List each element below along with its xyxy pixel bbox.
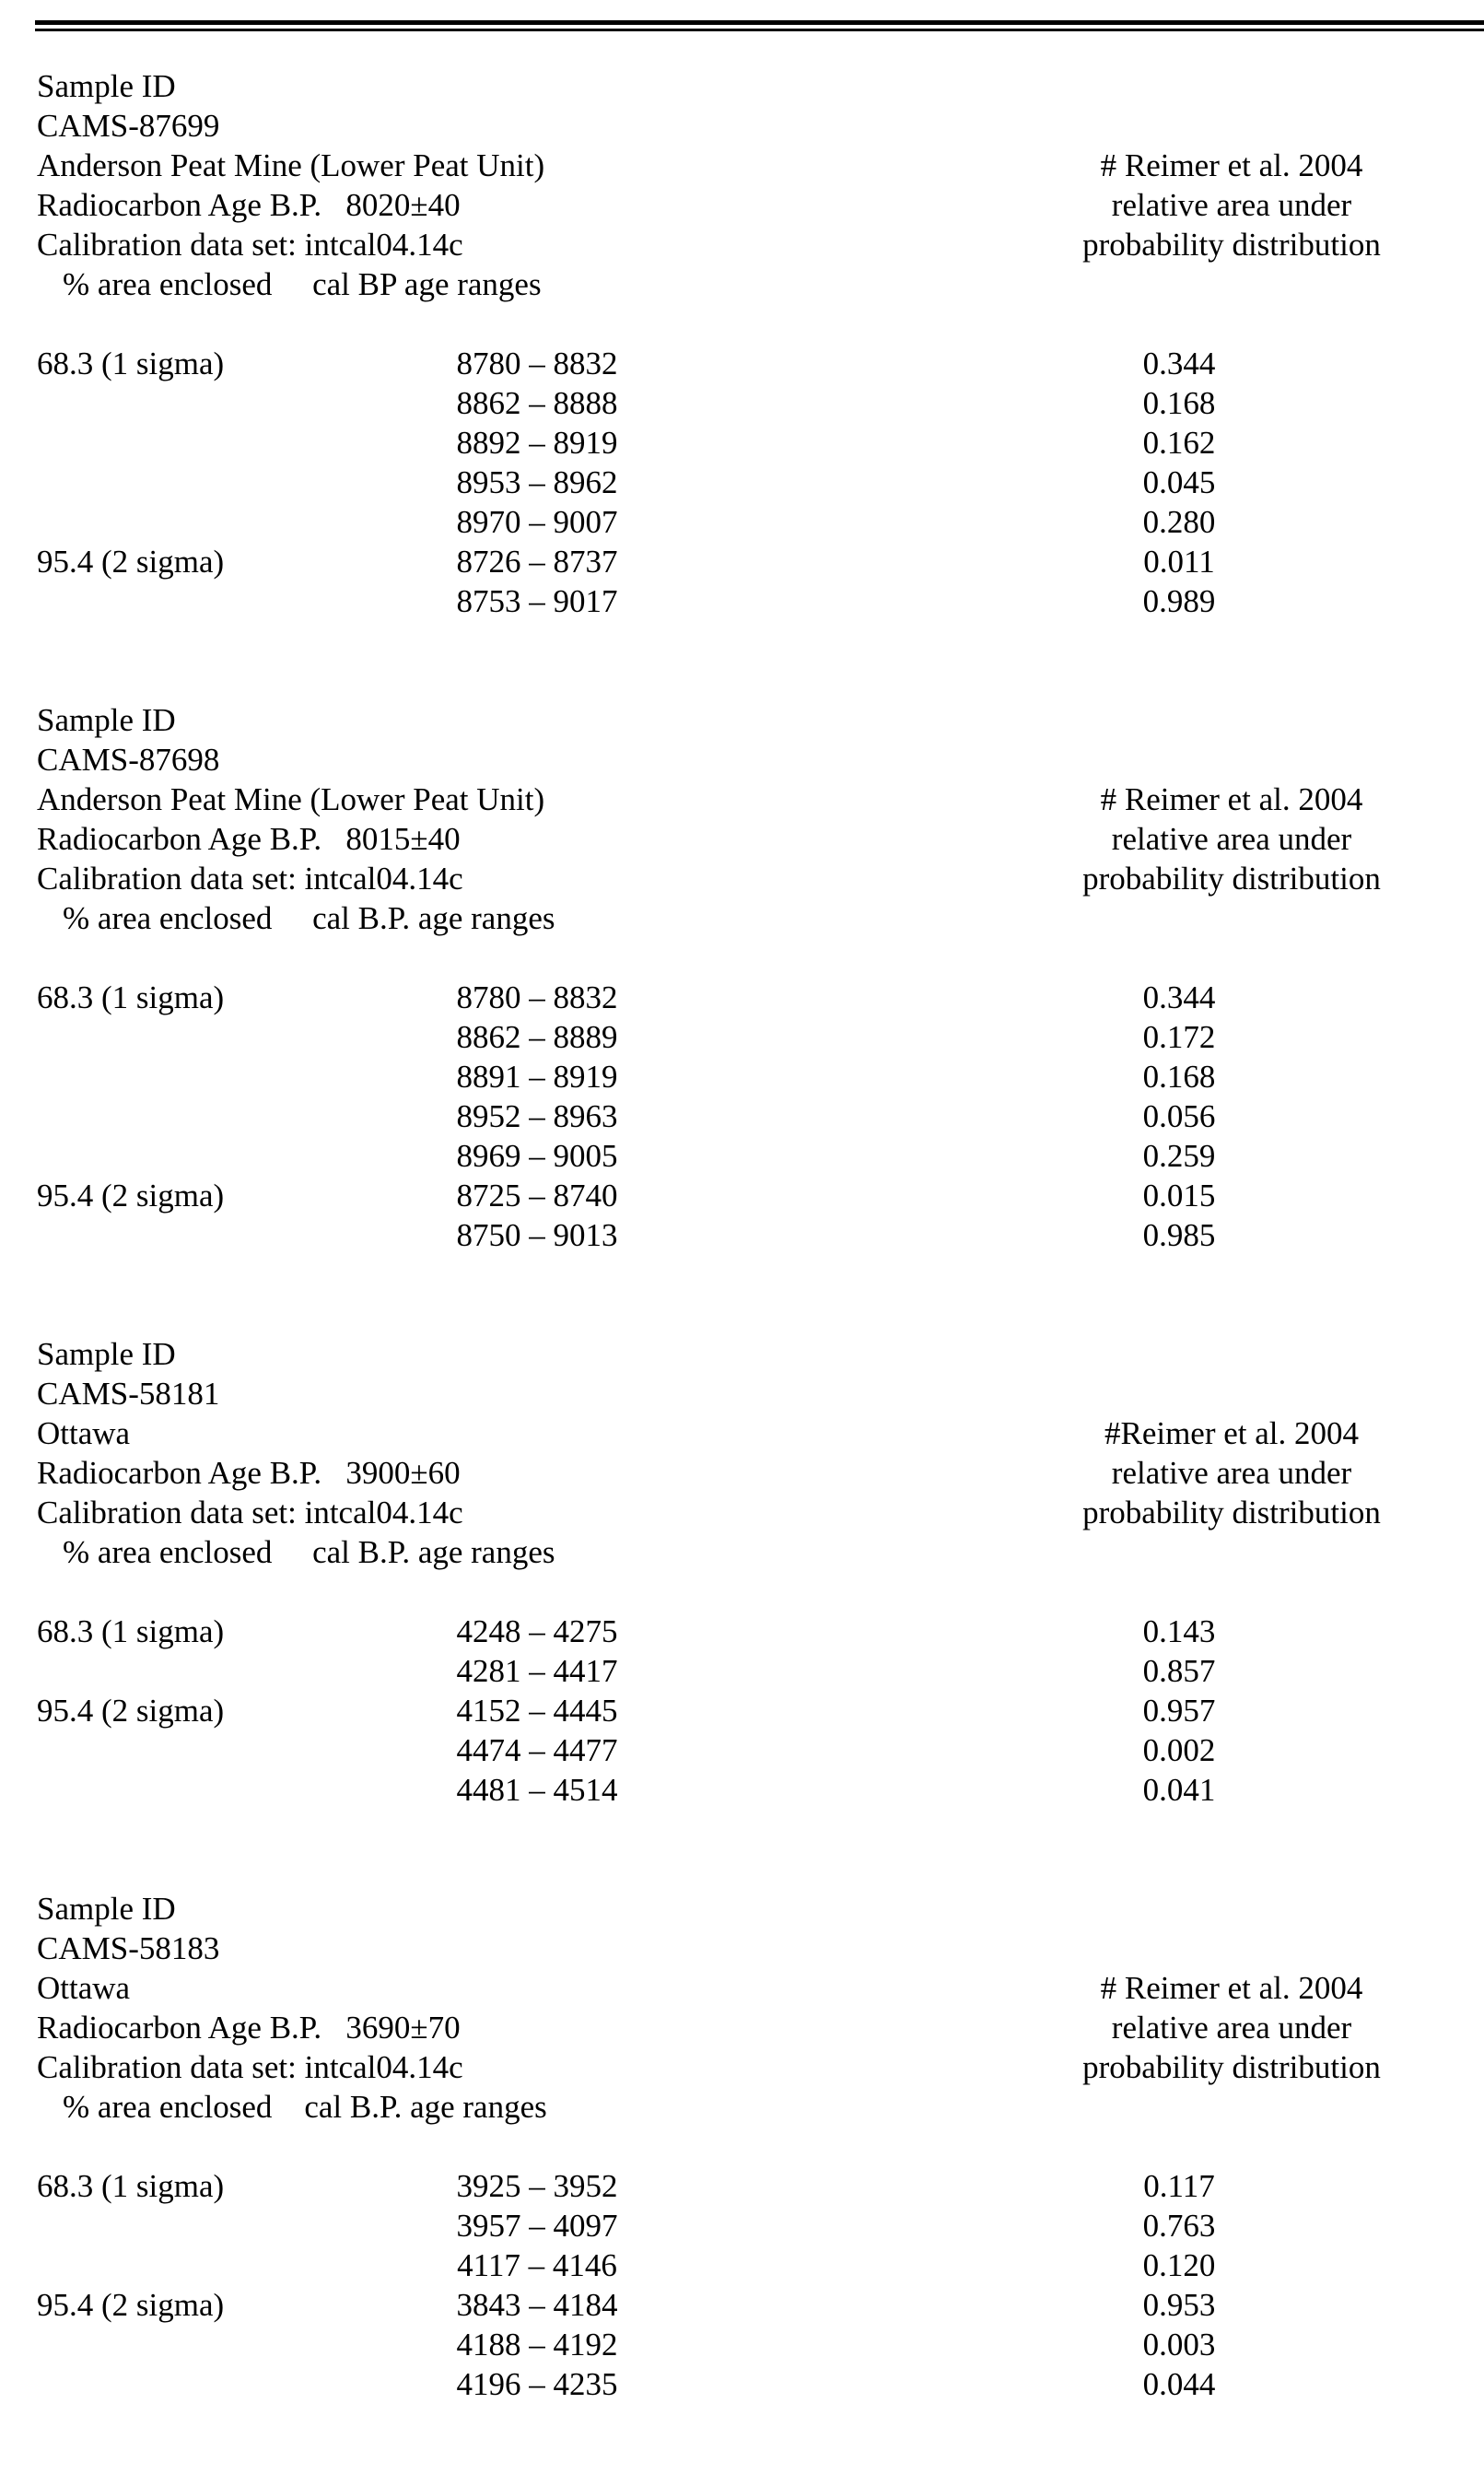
probability-value: 0.857 [1142, 1653, 1216, 1689]
probability-value: 0.056 [1142, 1098, 1216, 1134]
probability-value: 0.957 [1142, 1693, 1216, 1729]
sample-id-label: Sample ID [37, 702, 176, 738]
reference: # Reimer et al. 2004 [1100, 147, 1363, 183]
probability-value: 0.953 [1142, 2287, 1216, 2323]
calibration-data-set: Calibration data set: intcal04.14c [37, 2049, 463, 2085]
sample-block [0, 1334, 1484, 1887]
probability-value: 0.143 [1142, 1613, 1216, 1649]
sample-id-label: Sample ID [37, 1336, 176, 1372]
sigma-label: 95.4 (2 sigma) [37, 1178, 225, 1214]
age-range: 4152 – 4445 [456, 1693, 618, 1729]
top-double-rule [35, 20, 1484, 29]
radiocarbon-age: Radiocarbon Age B.P. 8015±40 [37, 821, 461, 857]
reference: # Reimer et al. 2004 [1100, 1970, 1363, 2006]
probability-value: 0.280 [1142, 504, 1216, 540]
age-range: 4281 – 4417 [456, 1653, 618, 1689]
age-range: 8726 – 8737 [456, 544, 618, 580]
probability-value: 0.162 [1142, 425, 1216, 461]
probability-value: 0.344 [1142, 346, 1216, 381]
sample-block [0, 66, 1484, 619]
age-range: 8780 – 8832 [456, 979, 618, 1015]
calibration-data-set: Calibration data set: intcal04.14c [37, 227, 463, 263]
sample-id: CAMS-58183 [37, 1930, 220, 1966]
reference: #Reimer et al. 2004 [1104, 1415, 1360, 1451]
age-range: 8970 – 9007 [456, 504, 618, 540]
sigma-label: 68.3 (1 sigma) [37, 979, 225, 1015]
probability-value: 0.168 [1142, 385, 1216, 421]
age-range: 8753 – 9017 [456, 583, 618, 619]
probability-value: 0.344 [1142, 979, 1216, 1015]
site-name: Anderson Peat Mine (Lower Peat Unit) [37, 781, 545, 817]
probability-value: 0.045 [1142, 464, 1216, 500]
age-range: 4117 – 4146 [457, 2247, 617, 2283]
probability-value: 0.015 [1142, 1178, 1216, 1214]
age-range: 8969 – 9005 [456, 1138, 618, 1174]
age-range: 8750 – 9013 [456, 1217, 618, 1253]
sample-id: CAMS-58181 [37, 1376, 220, 1412]
age-range: 8862 – 8889 [456, 1019, 618, 1055]
sigma-label: 95.4 (2 sigma) [37, 544, 225, 580]
probability-value: 0.044 [1142, 2366, 1216, 2402]
age-range: 8862 – 8888 [456, 385, 618, 421]
prob-header-line-2: probability distribution [1082, 2049, 1381, 2085]
probability-value: 0.763 [1142, 2208, 1216, 2244]
probability-value: 0.003 [1142, 2327, 1216, 2363]
site-name: Ottawa [37, 1415, 131, 1451]
age-range: 8953 – 8962 [456, 464, 618, 500]
age-range: 3843 – 4184 [456, 2287, 618, 2323]
age-range: 3957 – 4097 [456, 2208, 618, 2244]
radiocarbon-age: Radiocarbon Age B.P. 8020±40 [37, 187, 461, 223]
probability-value: 0.989 [1142, 583, 1216, 619]
age-range: 4481 – 4514 [456, 1772, 618, 1808]
probability-value: 0.120 [1142, 2247, 1216, 2283]
column-header: % area enclosed cal B.P. age ranges [63, 2089, 547, 2125]
age-range: 8725 – 8740 [456, 1178, 618, 1214]
prob-header-line-1: relative area under [1111, 1455, 1352, 1491]
age-range: 3925 – 3952 [456, 2168, 618, 2204]
sample-id-label: Sample ID [37, 1891, 176, 1927]
top-rule-thin [35, 29, 1484, 31]
age-range: 4474 – 4477 [456, 1732, 618, 1768]
sigma-label: 68.3 (1 sigma) [37, 346, 225, 381]
column-header: % area enclosed cal B.P. age ranges [63, 1534, 555, 1570]
prob-header-line-2: probability distribution [1082, 1495, 1381, 1530]
age-range: 4248 – 4275 [456, 1613, 618, 1649]
probability-value: 0.011 [1143, 544, 1215, 580]
column-header: % area enclosed cal B.P. age ranges [63, 900, 555, 936]
calibration-data-set: Calibration data set: intcal04.14c [37, 1495, 463, 1530]
probability-value: 0.985 [1142, 1217, 1216, 1253]
sigma-label: 68.3 (1 sigma) [37, 2168, 225, 2204]
radiocarbon-age: Radiocarbon Age B.P. 3900±60 [37, 1455, 461, 1491]
radiocarbon-age: Radiocarbon Age B.P. 3690±70 [37, 2010, 461, 2046]
sigma-label: 95.4 (2 sigma) [37, 2287, 225, 2323]
top-rule-thick [35, 20, 1484, 25]
sample-id: CAMS-87698 [37, 742, 220, 778]
sample-block [0, 700, 1484, 1253]
calibration-data-set: Calibration data set: intcal04.14c [37, 861, 463, 897]
probability-value: 0.259 [1142, 1138, 1216, 1174]
site-name: Anderson Peat Mine (Lower Peat Unit) [37, 147, 545, 183]
age-range: 8891 – 8919 [456, 1059, 618, 1095]
sample-id-label: Sample ID [37, 68, 176, 104]
age-range: 8892 – 8919 [456, 425, 618, 461]
probability-value: 0.002 [1142, 1732, 1216, 1768]
probability-value: 0.041 [1142, 1772, 1216, 1808]
sample-id: CAMS-87699 [37, 108, 220, 144]
probability-value: 0.168 [1142, 1059, 1216, 1095]
probability-value: 0.172 [1142, 1019, 1216, 1055]
sigma-label: 68.3 (1 sigma) [37, 1613, 225, 1649]
site-name: Ottawa [37, 1970, 131, 2006]
prob-header-line-2: probability distribution [1082, 227, 1381, 263]
probability-value: 0.117 [1143, 2168, 1215, 2204]
prob-header-line-1: relative area under [1111, 187, 1352, 223]
age-range: 4188 – 4192 [456, 2327, 618, 2363]
age-range: 8952 – 8963 [456, 1098, 618, 1134]
prob-header-line-1: relative area under [1111, 821, 1352, 857]
prob-header-line-2: probability distribution [1082, 861, 1381, 897]
reference: # Reimer et al. 2004 [1100, 781, 1363, 817]
age-range: 8780 – 8832 [456, 346, 618, 381]
column-header: % area enclosed cal BP age ranges [63, 266, 542, 302]
sigma-label: 95.4 (2 sigma) [37, 1693, 225, 1729]
prob-header-line-1: relative area under [1111, 2010, 1352, 2046]
age-range: 4196 – 4235 [456, 2366, 618, 2402]
sample-block [0, 1889, 1484, 2442]
